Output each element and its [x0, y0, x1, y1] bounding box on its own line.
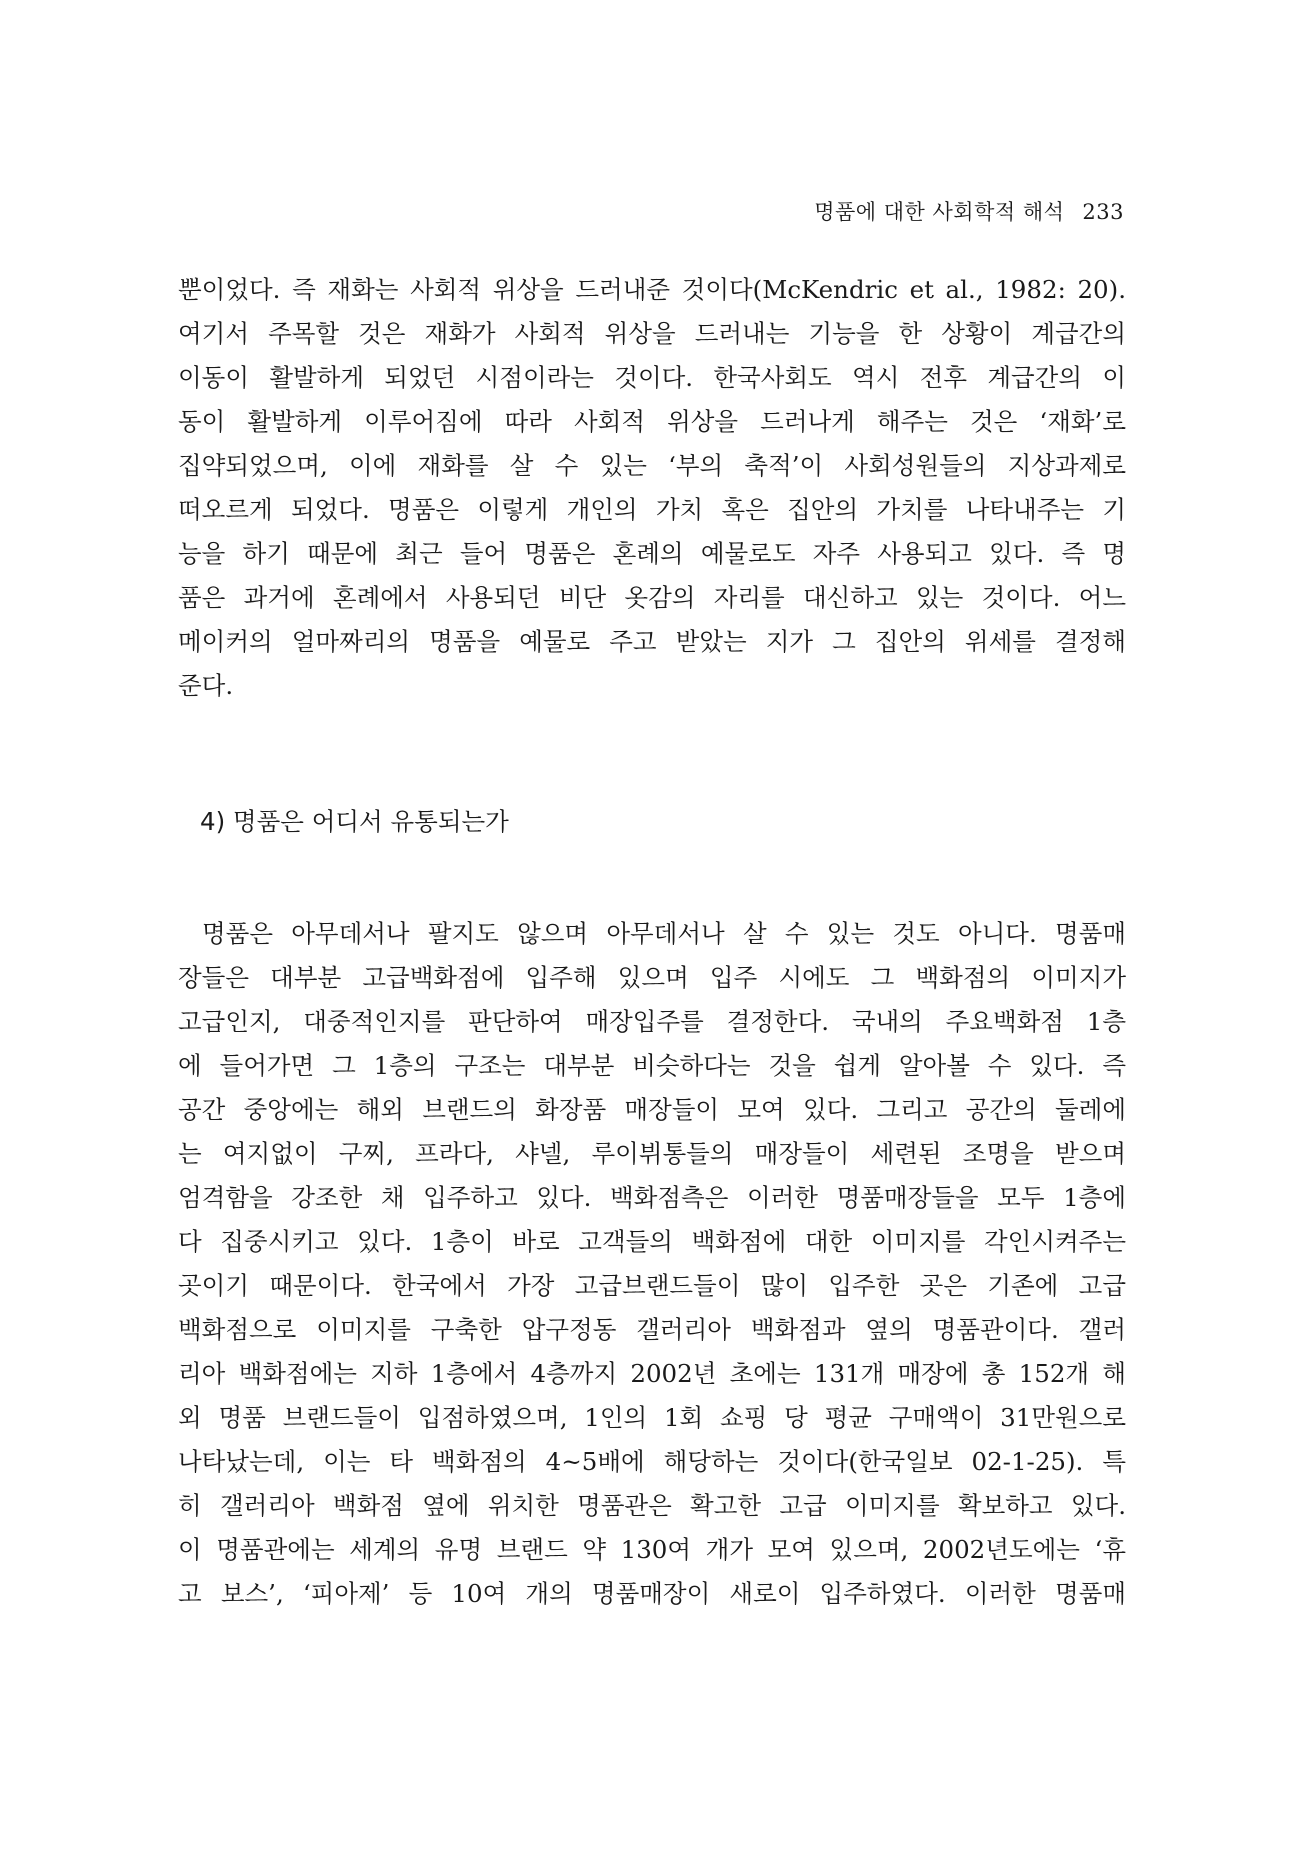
running-header: [814, 196, 1124, 226]
text-line: 고급인지, 대중적인지를 판단하여 매장입주를 결정한다. 국내의 주요백화점 1층: [178, 1007, 1126, 1036]
page-number: 233: [1082, 200, 1124, 224]
text-line: 외 명품 브랜드들이 입점하였으며, 1인의 1회 쇼핑 당 평균 구매액이 31만원으로: [178, 1403, 1126, 1432]
text-line: 떠오르게 되었다. 명품은 이렇게 개인의 가치 혹은 집안의 가치를 나타내주는 기: [178, 495, 1126, 524]
text-line: 품은 과거에 혼례에서 사용되던 비단 옷감의 자리를 대신하고 있는 것이다. 어느: [178, 583, 1126, 612]
text-line: 다 집중시키고 있다. 1층이 바로 고객들의 백화점에 대한 이미지를 각인시켜주는: [178, 1227, 1126, 1256]
text-line: 명품은 아무데서나 팔지도 않으며 아무데서나 살 수 있는 것도 아니다. 명품매: [202, 919, 1126, 948]
text-line: 리아 백화점에는 지하 1층에서 4층까지 2002년 초에는 131개 매장에 총 152개 해: [178, 1359, 1126, 1388]
body-paragraph-2: [178, 912, 1126, 1616]
text-line: 는 여지없이 구찌, 프라다, 샤넬, 루이뷔통들의 매장들이 세련된 조명을 받으며: [178, 1139, 1126, 1168]
text-line: 히 갤러리아 백화점 옆에 위치한 명품관은 확고한 고급 이미지를 확보하고 있다.: [178, 1491, 1126, 1520]
text-line: 백화점으로 이미지를 구축한 압구정동 갤러리아 백화점과 옆의 명품관이다. 갤러: [178, 1315, 1126, 1344]
text-line: 뿐이었다. 즉 재화는 사회적 위상을 드러내준 것이다(McKendric et al., 1982: 20).: [178, 275, 1126, 304]
text-line: 곳이기 때문이다. 한국에서 가장 고급브랜드들이 많이 입주한 곳은 기존에 고급: [178, 1271, 1126, 1300]
text-line: 동이 활발하게 이루어짐에 따라 사회적 위상을 드러나게 해주는 것은 ‘재화’로: [178, 407, 1126, 436]
text-line: 메이커의 얼마짜리의 명품을 예물로 주고 받았는 지가 그 집안의 위세를 결정해: [178, 627, 1126, 656]
text-line: 집약되었으며, 이에 재화를 살 수 있는 ‘부의 축적’이 사회성원들의 지상과제로: [178, 451, 1126, 480]
text-line: 에 들어가면 그 1층의 구조는 대부분 비슷하다는 것을 쉽게 알아볼 수 있다. 즉: [178, 1051, 1126, 1080]
text-line: 능을 하기 때문에 최근 들어 명품은 혼례의 예물로도 자주 사용되고 있다. 즉 명: [178, 539, 1126, 568]
text-line: 여기서 주목할 것은 재화가 사회적 위상을 드러내는 기능을 한 상황이 계급간의: [178, 319, 1126, 348]
text-line: 이 명품관에는 세계의 유명 브랜드 약 130여 개가 모여 있으며, 2002년도에는 ‘휴: [178, 1535, 1126, 1564]
text-line: 준다.: [178, 671, 234, 700]
text-line: 엄격함을 강조한 채 입주하고 있다. 백화점측은 이러한 명품매장들을 모두 1층에: [178, 1183, 1126, 1212]
section-heading: 4) 명품은 어디서 유통되는가: [200, 807, 509, 836]
text-line: 장들은 대부분 고급백화점에 입주해 있으며 입주 시에도 그 백화점의 이미지가: [178, 963, 1126, 992]
text-line: 이동이 활발하게 되었던 시점이라는 것이다. 한국사회도 역시 전후 계급간의 이: [178, 363, 1126, 392]
text-line: 공간 중앙에는 해외 브랜드의 화장품 매장들이 모여 있다. 그리고 공간의 둘레에: [178, 1095, 1126, 1124]
text-line: 고 보스’, ‘피아제’ 등 10여 개의 명품매장이 새로이 입주하였다. 이러한 명품매: [178, 1579, 1126, 1608]
body-paragraph-1: [178, 268, 1126, 708]
running-title: 명품에 대한 사회학적 해석: [814, 200, 1065, 224]
text-line: 나타났는데, 이는 타 백화점의 4~5배에 해당하는 것이다(한국일보 02-1-25). 특: [178, 1447, 1126, 1476]
